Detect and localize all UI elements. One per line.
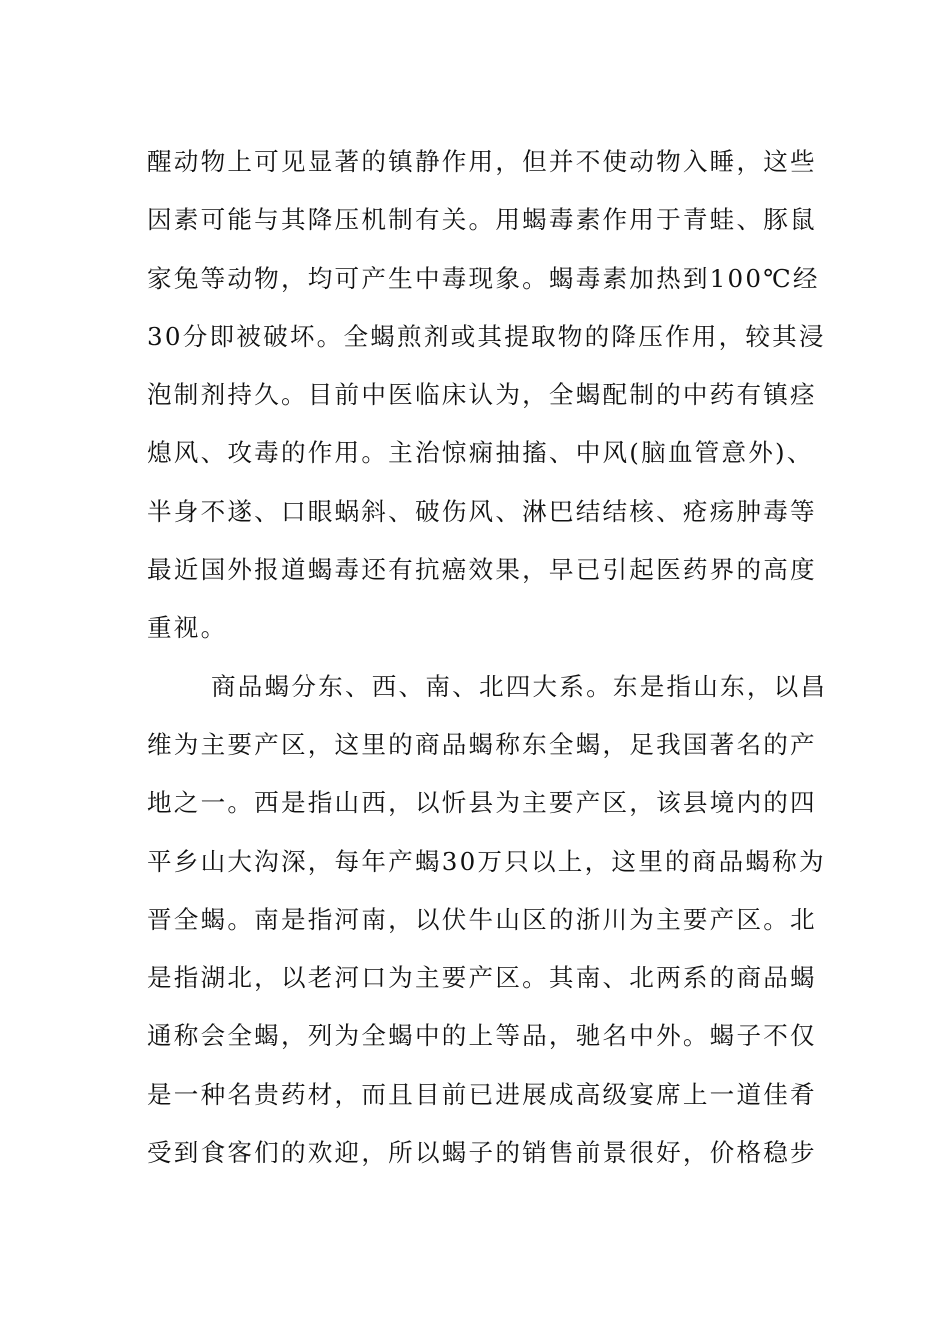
document-body [147, 139, 828, 1188]
paragraph-1 [147, 139, 826, 664]
text-line: 通称会全蝎，列为全蝎中的上等品，驰名中外。蝎子不仅 [147, 1021, 817, 1051]
text-line: 是指湖北，以老河口为主要产区。其南、北两系的商品蝎 [147, 963, 817, 993]
text-line: 30分即被破坏。全蝎煎剂或其提取物的降压作用，较其浸 [147, 321, 826, 351]
text-line: 家兔等动物，均可产生中毒现象。蝎毒素加热到100℃经 [147, 263, 820, 293]
text-line: 晋全蝎。南是指河南，以伏牛山区的浙川为主要产区。北 [147, 904, 817, 934]
text-line: 因素可能与其降压机制有关。用蝎毒素作用于青蛙、豚鼠 [147, 205, 817, 235]
text-line: 重视。 [147, 613, 228, 643]
text-line: 是一种名贵药材，而且目前已进展成高级宴席上一道佳肴 [147, 1079, 817, 1109]
text-line: 泡制剂持久。目前中医临床认为，全蝎配制的中药有镇痉 [147, 380, 817, 410]
text-line: 地之一。西是指山西，以忻县为主要产区，该县境内的四 [147, 788, 817, 818]
text-line: 熄风、攻毒的作用。主治惊痫抽搐、中风(脑血管意外)、 [147, 438, 814, 468]
text-line: 醒动物上可见显著的镇静作用，但并不使动物入睡，这些 [147, 147, 817, 176]
text-line: 受到食客们的欢迎，所以蝎子的销售前景很好，价格稳步 [147, 1138, 817, 1168]
text-line: 商品蝎分东、西、南、北四大系。东是指山东，以昌 [211, 671, 828, 701]
text-line: 平乡山大沟深，每年产蝎30万只以上，这里的商品蝎称为 [147, 846, 826, 876]
text-line: 最近国外报道蝎毒还有抗癌效果，早已引起医药界的高度 [147, 555, 817, 585]
paragraph-2 [147, 664, 828, 1189]
text-line: 半身不遂、口眼蜗斜、破伤风、淋巴结结核、疮疡肿毒等 [147, 496, 817, 526]
text-line: 维为主要产区，这里的商品蝎称东全蝎，足我国著名的产 [147, 729, 817, 759]
